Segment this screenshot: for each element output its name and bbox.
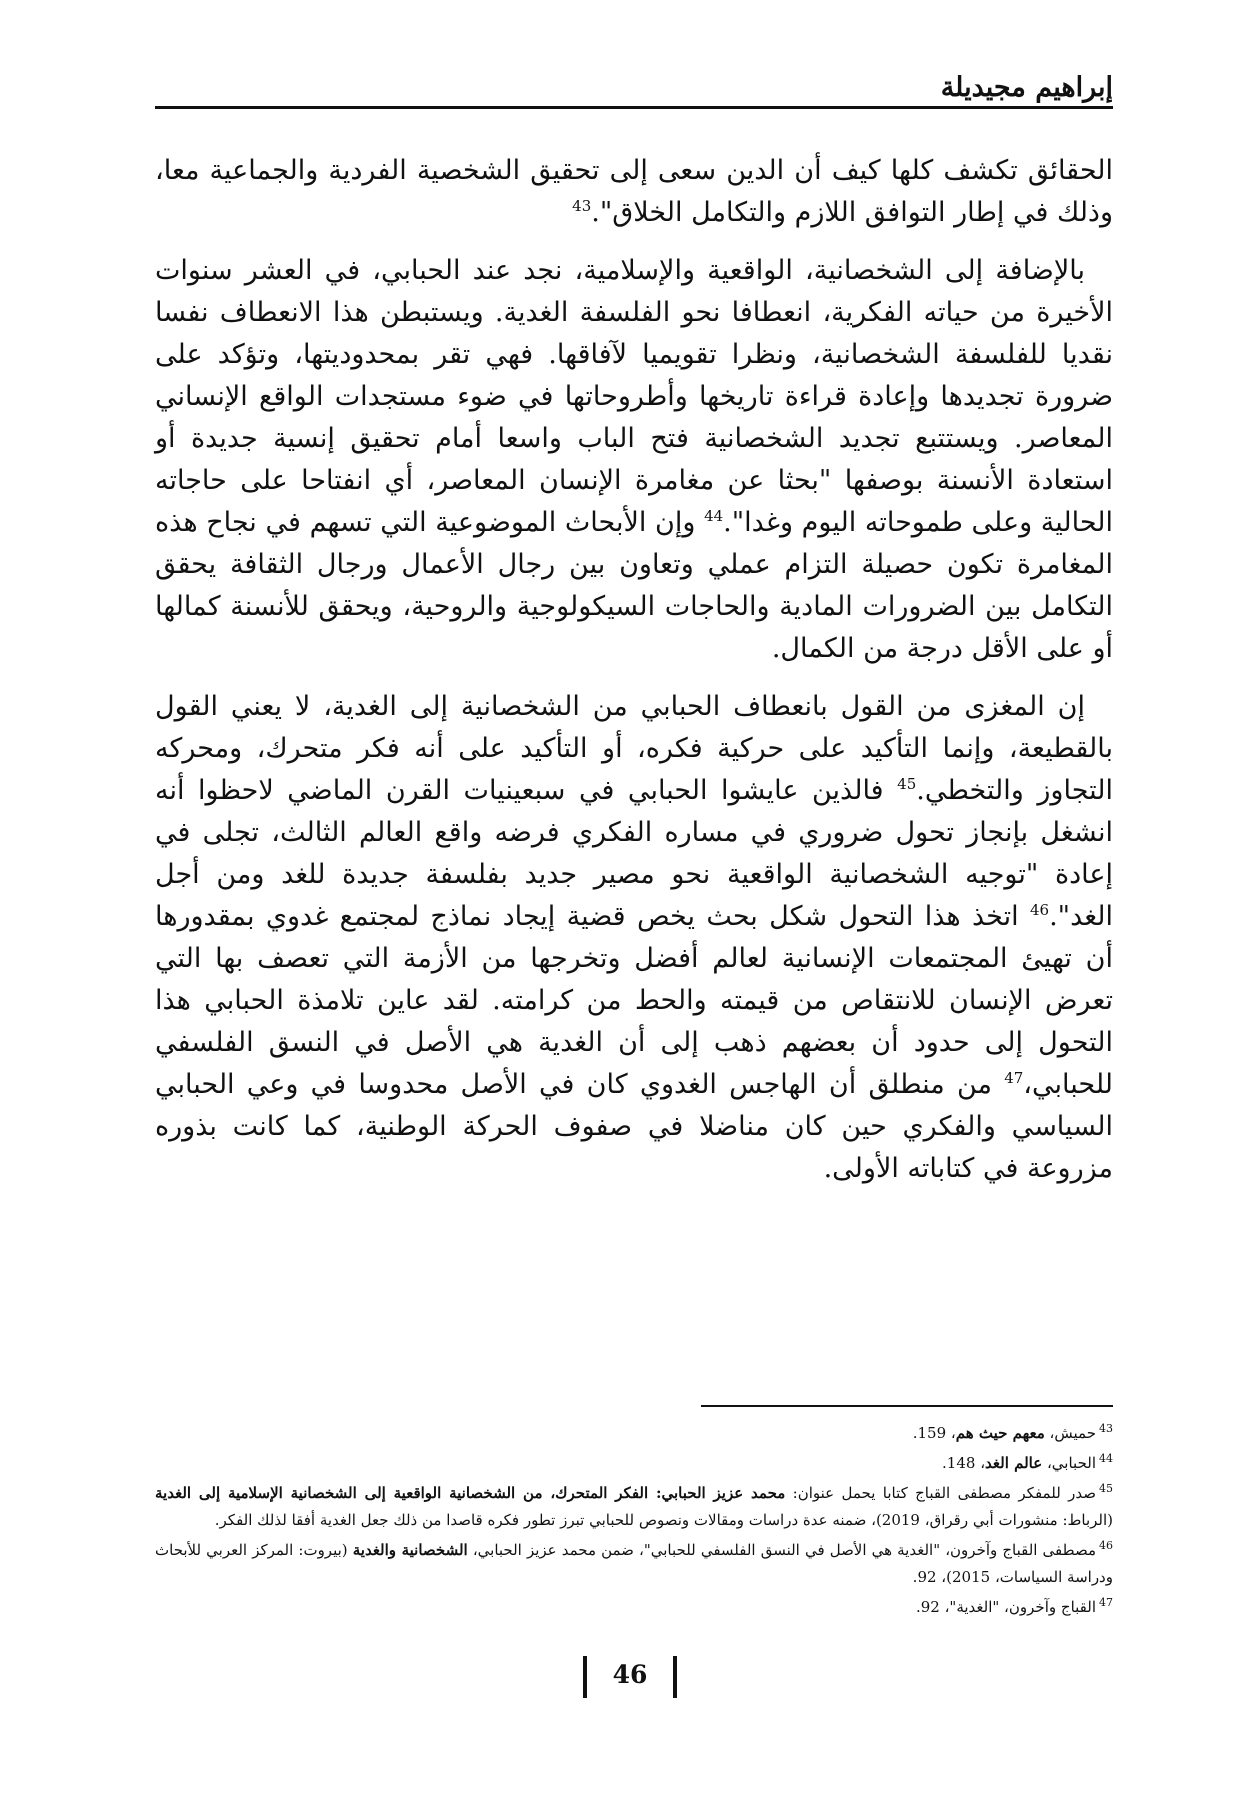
page-number-bar-right (673, 1656, 677, 1698)
footnote-43 (155, 1420, 1113, 1447)
paragraph-1-text: الحقائق تكشف كلها كيف أن الدين سعى إلى تحقيق الشخصية الفردية والجماعية معا، وذلك في إطار التوافق اللازم والتكامل الخلاق". (155, 155, 1113, 228)
footnote-title: عالم الغد (985, 1454, 1043, 1472)
page-number-text: 46 (612, 1660, 648, 1689)
footnote-number: 47 (1099, 1596, 1113, 1609)
footnote-ref-43: 43 (572, 197, 592, 215)
footnote-number: 45 (1099, 1482, 1113, 1495)
footnote-text-cont: (الرباط: منشورات أبي رقراق، 2019)، ضمنه عدة دراسات ومقالات ونصوص للحبابي تبرز تطور فكره قاصدا من ذلك جعل الغدية أفقا لذلك الفكر. (214, 1511, 1113, 1529)
paragraph-3-text-cont3: من منطلق أن الهاجس الغدوي كان في الأصل محدوسا في وعي الحبابي السياسي والفكري حين كان مناضلا في صفوف الحركة الوطنية، كما كانت بذوره مزروعة في كتاباته الأولى. (155, 1069, 1113, 1184)
footnote-ref-46: 46 (1029, 901, 1050, 919)
footnote-number: 46 (1099, 1539, 1113, 1552)
footnote-text: صدر للمفكر مصطفى القباج كتابا يحمل عنوان: (785, 1484, 1096, 1502)
paragraph-1 (155, 150, 1113, 234)
paragraph-2-text-cont: وإن الأبحاث الموضوعية التي تسهم في نجاح هذه المغامرة تكون حصيلة التزام عملي وتعاون بين رجال الأعمال ورجال الثقافة يحقق التكامل بين الضرورات المادية والحاجات السيكولوجية والروحية، ويحقق للأنسنة كمالها أو على الأقل درجة من الكمال. (155, 507, 1113, 664)
footnote-text: الحبابي، (1042, 1454, 1096, 1472)
paragraph-3 (155, 686, 1113, 1190)
footnote-text: القباج وآخرون، "الغدية"، 92. (915, 1598, 1096, 1616)
header-rule (155, 106, 1113, 109)
footnote-45 (155, 1480, 1113, 1534)
paragraph-2-text: بالإضافة إلى الشخصانية، الواقعية والإسلامية، نجد عند الحبابي، في العشر سنوات الأخيرة من حياته الفكرية، انعطافا نحو الفلسفة الغدية. ويستبطن هذا الانعطاف نفسا نقديا للفلسفة الشخصانية، ونظرا تقويميا لآفاقها. فهي تقر بمحدوديتها، وتؤكد على ضرورة تجديدها وإعادة قراءة تاريخها وأطروحاتها في ضوء مستجدات الواقع الإنساني المعاصر. ويستتبع تجديد الشخصانية فتح الباب واسعا أمام تحقيق إنسية جديدة أو استعادة الأنسنة بوصفها "بحثا عن مغامرة الإنسان المعاصر، أي انفتاحا على حاجاته الحالية وعلى طموحاته اليوم وغدا". (155, 255, 1114, 538)
paragraph-3-text-cont: فالذين عايشوا الحبابي في سبعينيات القرن الماضي لاحظوا أنه انشغل بإنجاز تحول ضروري في مساره الفكري فرضه واقع العالم الثالث، تجلى في إعادة "توجيه الشخصانية الواقعية نحو مصير جديد بفلسفة جديدة للغد ومن أجل الغد". (155, 775, 1113, 932)
footnote-number: 44 (1099, 1452, 1113, 1465)
footnote-44 (155, 1450, 1113, 1477)
footnote-46 (155, 1537, 1113, 1591)
footnote-ref-44: 44 (704, 507, 724, 525)
footnote-47 (155, 1594, 1113, 1621)
footnote-text-cont: ، 148. (942, 1454, 986, 1472)
footnote-text: مصطفى القباج وآخرون، "الغدية هي الأصل في النسق الفلسفي للحبابي"، ضمن محمد عزيز الحبابي، (467, 1541, 1096, 1559)
paragraph-3-text-cont2: اتخذ هذا التحول شكل بحث يخص قضية إيجاد نماذج لمجتمع غدوي بمقدورها أن تهيئ المجتمعات الإنسانية لعالم أفضل وتخرجها من الأزمة التي تعصف بها التي تعرض الإنسان للانتقاص من قيمته والحط من كرامته. لقد عاين تلامذة الحبابي هذا التحول إلى حدود أن بعضهم ذهب إلى أن الغدية هي الأصل في النسق الفلسفي للحبابي، (155, 901, 1113, 1100)
footnote-text: حميش، (1044, 1424, 1096, 1442)
footnote-text-cont: ، 159. (912, 1424, 956, 1442)
header-author: إبراهيم مجيديلة (933, 72, 1113, 103)
running-header (155, 68, 1113, 118)
footnote-title: معهم حيث هم (955, 1424, 1045, 1442)
footnote-title: محمد عزيز الحبابي: الفكر المتحرك، من الشخصانية الواقعية إلى الشخصانية الإسلامية إلى الغدية (155, 1484, 786, 1502)
paragraph-3-text: إن المغزى من القول بانعطاف الحبابي من الشخصانية إلى الغدية، لا يعني القول بالقطيعة، وإنما التأكيد على حركية فكره، أو التأكيد على أنه فكر متحرك، ومحركه التجاوز والتخطي. (155, 691, 1113, 806)
body-text (155, 150, 1113, 1206)
footnote-text-cont: (بيروت: المركز العربي للأبحاث ودراسة السياسات، 2015)، 92. (155, 1541, 1113, 1586)
footnote-ref-47: 47 (1004, 1069, 1024, 1087)
footnote-title: الشخصانية والغدية (352, 1541, 468, 1559)
footnote-number: 43 (1099, 1422, 1113, 1435)
footnotes (155, 1420, 1113, 1624)
paragraph-2 (155, 250, 1113, 670)
page-number (583, 1656, 677, 1698)
footnote-separator (701, 1405, 1113, 1407)
footnote-ref-45: 45 (897, 775, 917, 793)
